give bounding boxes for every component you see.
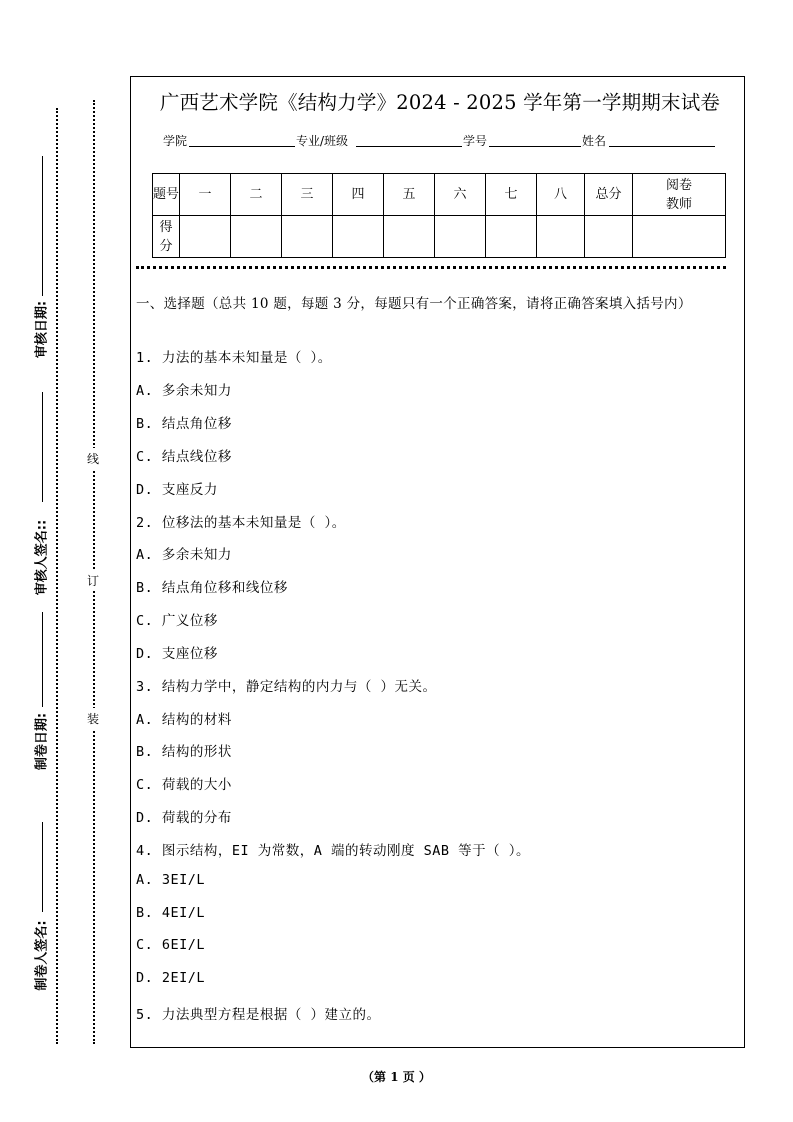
q2-option-a: A. 多余未知力 [136, 547, 232, 563]
page-number: （第 1 页 ） [362, 1070, 431, 1084]
score-table-col-8: 八 [537, 174, 585, 216]
score-table [152, 173, 726, 258]
major-label: 专业/班级 [296, 134, 349, 148]
q4-option-d: D. 2EI/L [136, 970, 206, 986]
q2-option-b: B. 结点角位移和线位移 [136, 580, 288, 596]
q3-option-b: B. 结构的形状 [136, 744, 232, 760]
q1-option-d: D. 支座反力 [136, 482, 218, 498]
score-cell-8[interactable] [537, 216, 585, 258]
score-table-col-6: 六 [435, 174, 486, 216]
question-1: 1. 力法的基本未知量是（ ）。 [136, 350, 332, 366]
q1-option-a: A. 多余未知力 [136, 383, 232, 399]
score-table-col-3: 三 [282, 174, 333, 216]
q4-option-b: B. 4EI/L [136, 905, 206, 921]
score-cell-total[interactable] [585, 216, 633, 258]
score-cell-1[interactable] [180, 216, 231, 258]
score-table-col-total: 总分 [585, 174, 633, 216]
section-separator [136, 266, 726, 269]
section1-intro: 一、选择题（总共 10 题，每题 3 分，每题只有一个正确答案，请将正确答案填入括号内） [136, 296, 692, 312]
reviewer-date-label: 审核日期: [34, 300, 50, 359]
score-cell-7[interactable] [486, 216, 537, 258]
reviewer-sign-label: 审核人签名:: [34, 519, 50, 596]
seal-char-xian: 线 [87, 448, 99, 469]
name-field[interactable] [609, 146, 715, 147]
score-cell-5[interactable] [384, 216, 435, 258]
score-table-score-row [153, 216, 726, 258]
score-table-col-2: 二 [231, 174, 282, 216]
score-table-row-label: 题号 [153, 174, 180, 216]
maker-sign-label: 制卷人签名: [34, 920, 50, 991]
score-table-col-grader: 阅卷教师 [633, 174, 726, 216]
name-label: 姓名 [582, 134, 607, 148]
q3-option-d: D. 荷载的分布 [136, 810, 232, 826]
maker-date-line [42, 612, 43, 707]
reviewer-sign-line [42, 392, 43, 502]
q2-option-d: D. 支座位移 [136, 646, 218, 662]
student-id-label: 学号 [463, 134, 488, 148]
college-field[interactable] [189, 146, 295, 147]
q4-option-c: C. 6EI/L [136, 937, 206, 953]
score-cell-grader[interactable] [633, 216, 726, 258]
question-5: 5. 力法典型方程是根据（ ）建立的。 [136, 1007, 381, 1023]
score-table-score-label: 得分 [153, 216, 180, 258]
college-label: 学院 [163, 134, 188, 148]
score-cell-6[interactable] [435, 216, 486, 258]
q1-option-c: C. 结点线位移 [136, 449, 232, 465]
score-cell-4[interactable] [333, 216, 384, 258]
score-table-header-row [153, 174, 726, 216]
q4-option-a: A. 3EI/L [136, 872, 206, 888]
seal-char-zhuang: 装 [87, 708, 99, 729]
q2-option-c: C. 广义位移 [136, 613, 218, 629]
student-id-field[interactable] [489, 146, 581, 147]
seal-char-ding: 订 [87, 570, 99, 591]
margin-dotted-line-outer [56, 108, 58, 1044]
question-4: 4. 图示结构，EI 为常数，A 端的转动刚度 SAB 等于（ ）。 [136, 843, 531, 859]
score-cell-3[interactable] [282, 216, 333, 258]
reviewer-date-line [42, 156, 43, 296]
exam-title: 广西艺术学院《结构力学》2024 - 2025 学年第一学期期末试卷 [159, 91, 721, 114]
major-field[interactable] [356, 146, 462, 147]
score-table-col-1: 一 [180, 174, 231, 216]
score-cell-2[interactable] [231, 216, 282, 258]
q3-option-a: A. 结构的材料 [136, 712, 232, 728]
maker-date-label: 制卷日期: [34, 712, 50, 771]
score-table-col-7: 七 [486, 174, 537, 216]
q1-option-b: B. 结点角位移 [136, 416, 232, 432]
question-2: 2. 位移法的基本未知量是（ ）。 [136, 515, 346, 531]
question-3: 3. 结构力学中，静定结构的内力与（ ）无关。 [136, 679, 437, 695]
score-table-col-4: 四 [333, 174, 384, 216]
score-table-col-5: 五 [384, 174, 435, 216]
q3-option-c: C. 荷载的大小 [136, 777, 232, 793]
maker-sign-line [42, 822, 43, 912]
